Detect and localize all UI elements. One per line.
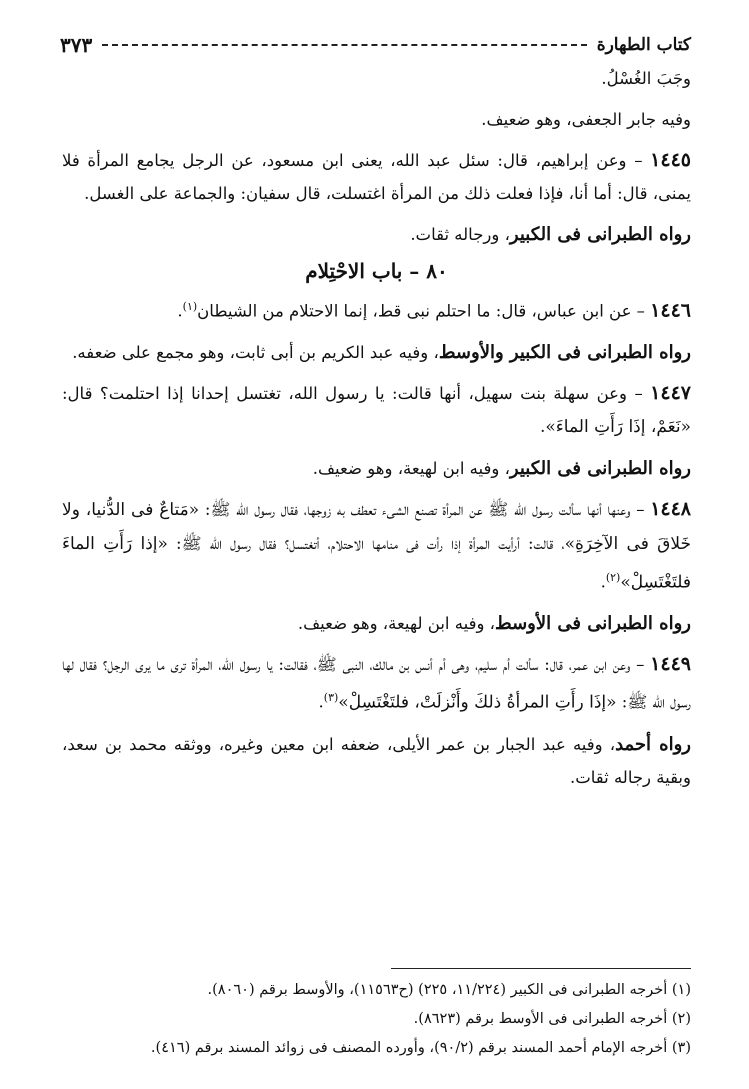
- footnote-1: (١) أخرجه الطبرانى فى الكبير (١١/٢٢٤، ٢٢٥) (ح١١٥٦٣)، والأوسط برقم (٨٠٦٠).: [207, 982, 691, 998]
- source-rest: ، ورجاله ثقات.: [410, 225, 510, 244]
- source-lead: رواه الطبرانى فى الكبير: [509, 457, 691, 479]
- footnotes: [62, 976, 691, 1063]
- prophetic-quote: «نَعَمْ، إذَا رَأَتِ الماءَ»: [545, 416, 691, 437]
- hadith-number: ١٤٤٦: [650, 299, 691, 322]
- source-lead: رواه الطبرانى فى الكبير والأوسط: [438, 341, 691, 363]
- source-rest: ، وفيه ابن لهيعة، وهو ضعيف.: [312, 458, 510, 478]
- hadith-1448: [62, 493, 691, 600]
- hadith-end: .: [600, 572, 606, 591]
- page-number: ٣٧٣: [60, 33, 93, 57]
- hadith-1446: [62, 290, 691, 328]
- footnote-2: (٢) أخرجه الطبرانى فى الأوسط برقم (٨٦٢٣).: [413, 1011, 691, 1027]
- page-header: [60, 30, 691, 60]
- source-lead: رواه أحمد: [615, 733, 691, 755]
- footnote-divider: [391, 968, 691, 969]
- footnote-marker: (٣): [323, 691, 339, 704]
- prophetic-quote: «إذَا رأَتِ المرأةُ ذلكَ وأَنْزلَتْ، فلتَغْتَسِلْ»: [338, 692, 617, 713]
- prophetic-quote: «مَتاعٌ فى الدُّنيا، ولا خَلاقَ فى الآخِرَةِ»: [62, 499, 691, 554]
- hadith-end: .: [540, 416, 546, 436]
- hadith-number: ١٤٤٩: [650, 653, 691, 675]
- footnote-marker: (٢): [605, 570, 621, 584]
- hadith-text-continued: ، قالت: أرأيت المرأة إذا رأت فى منامها الاحتلام، أتغتسل؟ فقال رسول الله ﷺ:: [167, 533, 565, 553]
- hadith-text: – وعنها أنها سألت رسول الله ﷺ عن المرأة تصنع الشىء تعطف به زوجها، فقال رسول الله ﷺ:: [199, 499, 651, 519]
- hadith-number: ١٤٤٥: [650, 149, 691, 171]
- source-rest: ، وفيه عبد الكريم بن أبى ثابت، وهو مجمع على ضعفه.: [72, 342, 439, 362]
- source-rest: ، وفيه ابن لهيعة، وهو ضعيف.: [297, 614, 496, 633]
- continuation-line: وجَبَ الغُسْلُ.: [601, 69, 691, 88]
- hadith-1445: [62, 144, 691, 210]
- hadith-text: – وعن سهلة بنت سهيل، أنها قالت: يا رسول الله، تغتسل إحدانا إذا احتلمت؟ قال:: [62, 383, 651, 403]
- hadith-number: ١٤٤٨: [650, 497, 692, 520]
- main-text: [62, 62, 691, 794]
- source-1445: [62, 218, 691, 251]
- source-1446: [62, 336, 691, 369]
- source-lead: رواه الطبرانى فى الأوسط: [495, 613, 691, 634]
- footnote-3: (٣) أخرجه الإمام أحمد المسند برقم (٩٠/٢)، وأورده المصنف فى زوائد المسند برقم (٤١٦).: [150, 1040, 691, 1056]
- source-1449: [62, 728, 691, 794]
- hadith-number: ١٤٤٧: [650, 381, 691, 404]
- hadith-text: – وعن إبراهيم، قال: سئل عبد الله، يعنى ابن مسعود، عن الرجل يجامع المرأة فلا يمنى، قال: أما أنا، فإذا فعلت ذلك من المرأة اغتسلت، قال سفيان: والجماعة على الغسل.: [62, 151, 691, 203]
- prophetic-quote: «إذا رَأَتِ الماءَ فلتَغْتَسِلْ»: [62, 533, 691, 592]
- hadith-text: – وعن ابن عمر، قال: سألت أم سليم، وهى أم أنس بن مالك، النبى ﷺ، فقالت: يا رسول الله، المرأة ترى ما يرى الرجل؟ فقال لها رسول الله ﷺ:: [62, 655, 691, 712]
- source-lead: رواه الطبرانى فى الكبير: [509, 224, 691, 245]
- hadith-text: – عن ابن عباس، قال: ما احتلم نبى قط، إنما الاحتلام من الشيطان: [197, 301, 651, 321]
- source-1447: [62, 452, 691, 485]
- hadith-end: .: [177, 301, 183, 321]
- hadith-1447: [62, 377, 691, 444]
- chapter-heading: ٨٠ – باب الاحْتِلام: [305, 259, 448, 283]
- hadith-end: .: [318, 692, 324, 712]
- narrator-note: وفيه جابر الجعفى، وهو ضعيف.: [481, 110, 691, 129]
- header-dashed-rule: [102, 44, 586, 46]
- source-rest: ، وفيه عبد الجبار بن عمر الأيلى، ضعفه ابن معين وغيره، ووثقه محمد بن سعد، وبقية رجاله ثقات.: [62, 734, 691, 787]
- source-1448: [62, 607, 691, 640]
- running-title: كتاب الطهارة: [596, 35, 691, 55]
- hadith-1449: [62, 648, 691, 720]
- footnote-marker: (١): [182, 300, 198, 313]
